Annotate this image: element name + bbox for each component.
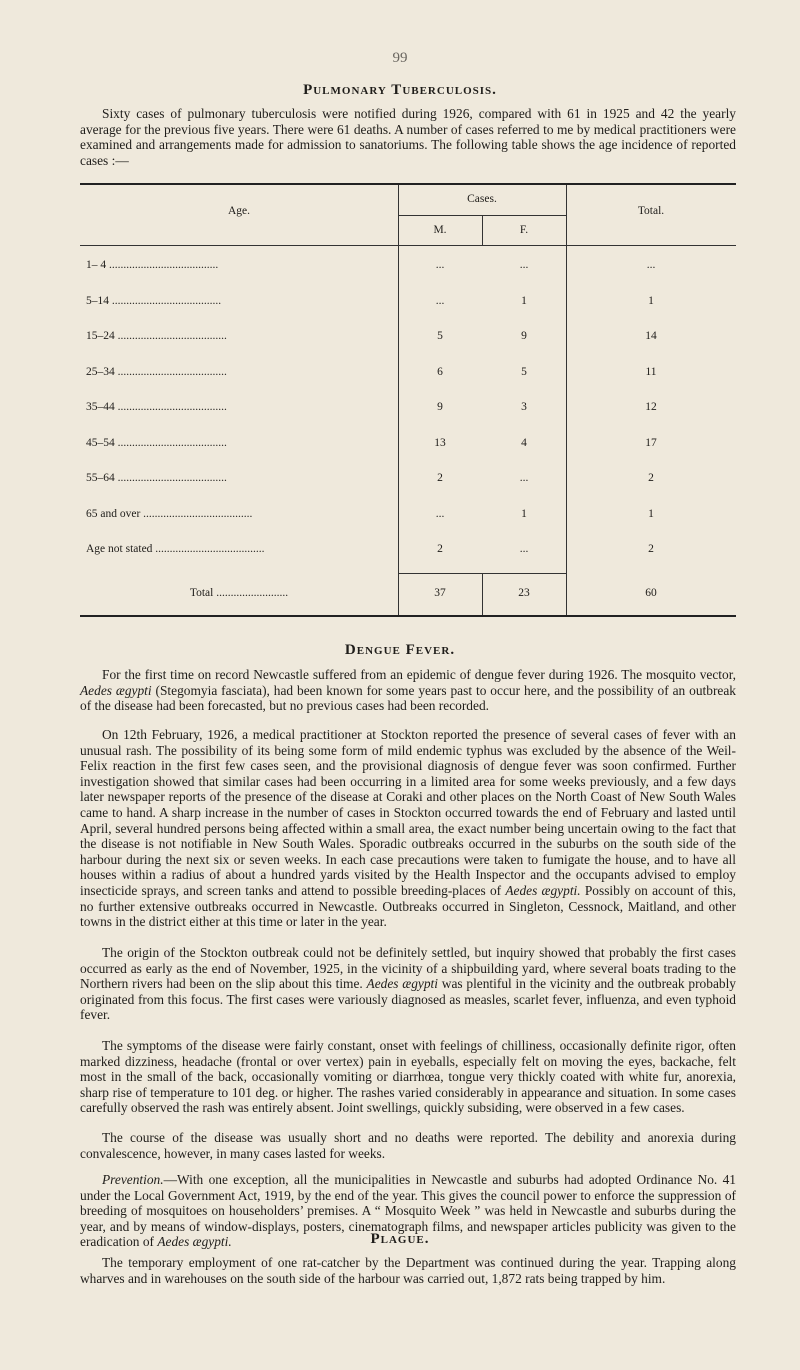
row-total-value: ... [646, 259, 656, 271]
row-m-value: 5 [437, 330, 443, 342]
row-total-value: 14 [645, 330, 657, 342]
header-cases: Cases. [467, 193, 497, 205]
section-heading-pulmonary: Pulmonary Tuberculosis. [303, 82, 497, 98]
row-total-value: 12 [645, 401, 657, 413]
total-all: 60 [645, 587, 657, 599]
age-incidence-table [80, 183, 736, 619]
pulmonary-intro: Sixty cases of pulmonary tuberculosis were notified during 1926, compared with 61 in 1925 and 42 the yearly average for the previous five years. There were 61 deaths. A number of cases referred to me by medical practitioners were examined and arrangements made for admission to sanatoriums. The following table shows the age incidence of reported cases :— [80, 106, 736, 168]
row-age-label: 15–24 ...................................... [86, 330, 227, 342]
total-f: 23 [518, 587, 530, 599]
row-m-value: 6 [437, 365, 443, 378]
row-m-value: 13 [434, 436, 446, 449]
row-f-value: 9 [521, 330, 527, 342]
row-total-value: 2 [648, 543, 654, 555]
row-age-label: 45–54 ...................................... [86, 436, 227, 449]
plague-paragraph: The temporary employment of one rat-catcher by the Department was continued during the year. Trapping along wharves and in warehouses on the south side of the harbour was carried out, 1,872 rats being trapped by him. [80, 1255, 736, 1286]
row-f-value: 1 [521, 294, 527, 307]
row-age-label: 1– 4 ...................................... [86, 259, 219, 271]
row-m-value: 2 [437, 543, 443, 555]
row-age-label: 5–14 ...................................... [86, 294, 222, 307]
row-f-value: ... [519, 543, 529, 555]
row-age-label: Age not stated ...................................... [86, 543, 265, 555]
row-m-value: 9 [437, 401, 443, 413]
row-total-value: 1 [648, 294, 654, 307]
header-f: F. [519, 224, 529, 236]
row-age-label: 35–44 ...................................... [86, 401, 227, 413]
row-f-value: 1 [521, 507, 527, 520]
row-total-value: 2 [648, 472, 654, 484]
row-age-label: 25–34 ...................................... [86, 365, 227, 378]
section-heading-dengue: Dengue Fever. [344, 642, 456, 658]
header-m: M. [433, 224, 447, 236]
dengue-paragraph-5: The course of the disease was usually short and no deaths were reported. The debility and anorexia during convalescence, however, in many cases lasted for weeks. [80, 1130, 736, 1161]
dengue-paragraph-1: For the first time on record Newcastle suffered from an epidemic of dengue fever during 1926. The mosquito vector, Aedes ægypti (Stegomyia fasciata), had been known for some years past to occur here, and the possibility of an outbreak of the disease had been forecasted, but no previous cases had been recorded. [80, 667, 736, 714]
row-m-value: ... [435, 507, 445, 520]
page-number: 99 [392, 50, 408, 66]
total-m: 37 [434, 587, 446, 599]
dengue-paragraph-2: On 12th February, 1926, a medical practitioner at Stockton reported the presence of several cases of fever with an unusual rash. The possibility of its being some form of mild endemic typhus was excluded by the absence of the Weil-Felix reaction in the first few cases seen, and the provisional diagnosis of dengue fever was soon confirmed. Further investigation showed that similar cases had been occurring in a limited area for some weeks previously, and a few days later newspaper reports of the presence of the disease at Coraki and other places on the North Coast of New South Wales came to hand. A sharp increase in the number of cases in Stockton occurred towards the end of February and lasted until April, several hundred persons being affected within a small area, the exact number being uncertain owing to the fact that the disease is not notifiable in New South Wales. Sporadic outbreaks occurred in the suburbs on the south side of the harbour during the next six or seven weeks. In each case precautions were taken to fumigate the house, and to have all houses within a radius of about a hundred yards visited by the Health Inspector and the occupants advised to employ insecticide sprays, and screen tanks and attend to possible breeding-places of Aedes ægypti. Possibly on account of this, no further extensive outbreaks occurred in Newcastle. Outbreaks occurred in Singleton, Cessnock, Maitland, and other towns in the district either at this time or later in the year. [80, 727, 737, 930]
section-heading-plague: Plague. [370, 1231, 430, 1247]
row-age-label: 55–64 ...................................... [86, 472, 227, 484]
row-total-value: 17 [645, 436, 657, 449]
dengue-paragraph-4: The symptoms of the disease were fairly constant, onset with feelings of chilliness, occasionally definite rigor, often marked dizziness, headache (frontal or over vertex) pain in eyeballs, especially felt on moving the eyes, backache, felt most in the small of the back, occasionally vomiting or diarrhœa, tongue very thickly coated with white fur, anorexia, sharp rise of temperature to 101 deg. or higher. The rashes varied considerably in appearance and situation. In some cases carefully observed the rash was entirely absent. Joint swellings, quickly subsiding, were observed in a few cases. [80, 1038, 736, 1116]
row-m-value: ... [435, 294, 445, 307]
row-m-value: 2 [437, 472, 443, 484]
row-f-value: 5 [521, 365, 527, 378]
row-f-value: ... [519, 472, 529, 484]
dengue-paragraph-3: The origin of the Stockton outbreak could not be definitely settled, but inquiry showed that probably the first cases occurred as early as the end of November, 1925, in the vicinity of a shipbuilding yard, where several boats trading to the Northern rivers had been on the slip about this time. Aedes ægypti was plentiful in the vicinity and the outbreak probably originated from this focus. The first cases were variously diagnosed as measles, scarlet fever, influenza, and even typhoid fever. [80, 945, 736, 1023]
row-f-value: 4 [521, 436, 527, 449]
header-age: Age. [227, 205, 251, 217]
row-f-value: ... [519, 259, 529, 271]
row-f-value: 3 [521, 401, 527, 413]
row-m-value: ... [435, 259, 445, 271]
dengue-paragraph-prevention: Prevention.—With one exception, all the municipalities in Newcastle and suburbs had adopted Ordinance No. 41 under the Local Government Act, 1919, by the end of the year. This gives the council power to enforce the suppression of breeding of mosquitoes on householders’ premises. A “ Mosquito Week ” was held in Newcastle and suburbs during the year, and by means of window-displays, posters, cinematograph films, and newspaper articles publicity was given to the eradication of Aedes ægypti. [80, 1172, 736, 1250]
header-total: Total. [637, 205, 665, 217]
row-total-value: 1 [648, 507, 654, 520]
row-age-label: 65 and over ...................................... [86, 507, 253, 520]
row-total-value: 11 [645, 365, 657, 378]
total-label: Total ......................... [189, 587, 289, 599]
